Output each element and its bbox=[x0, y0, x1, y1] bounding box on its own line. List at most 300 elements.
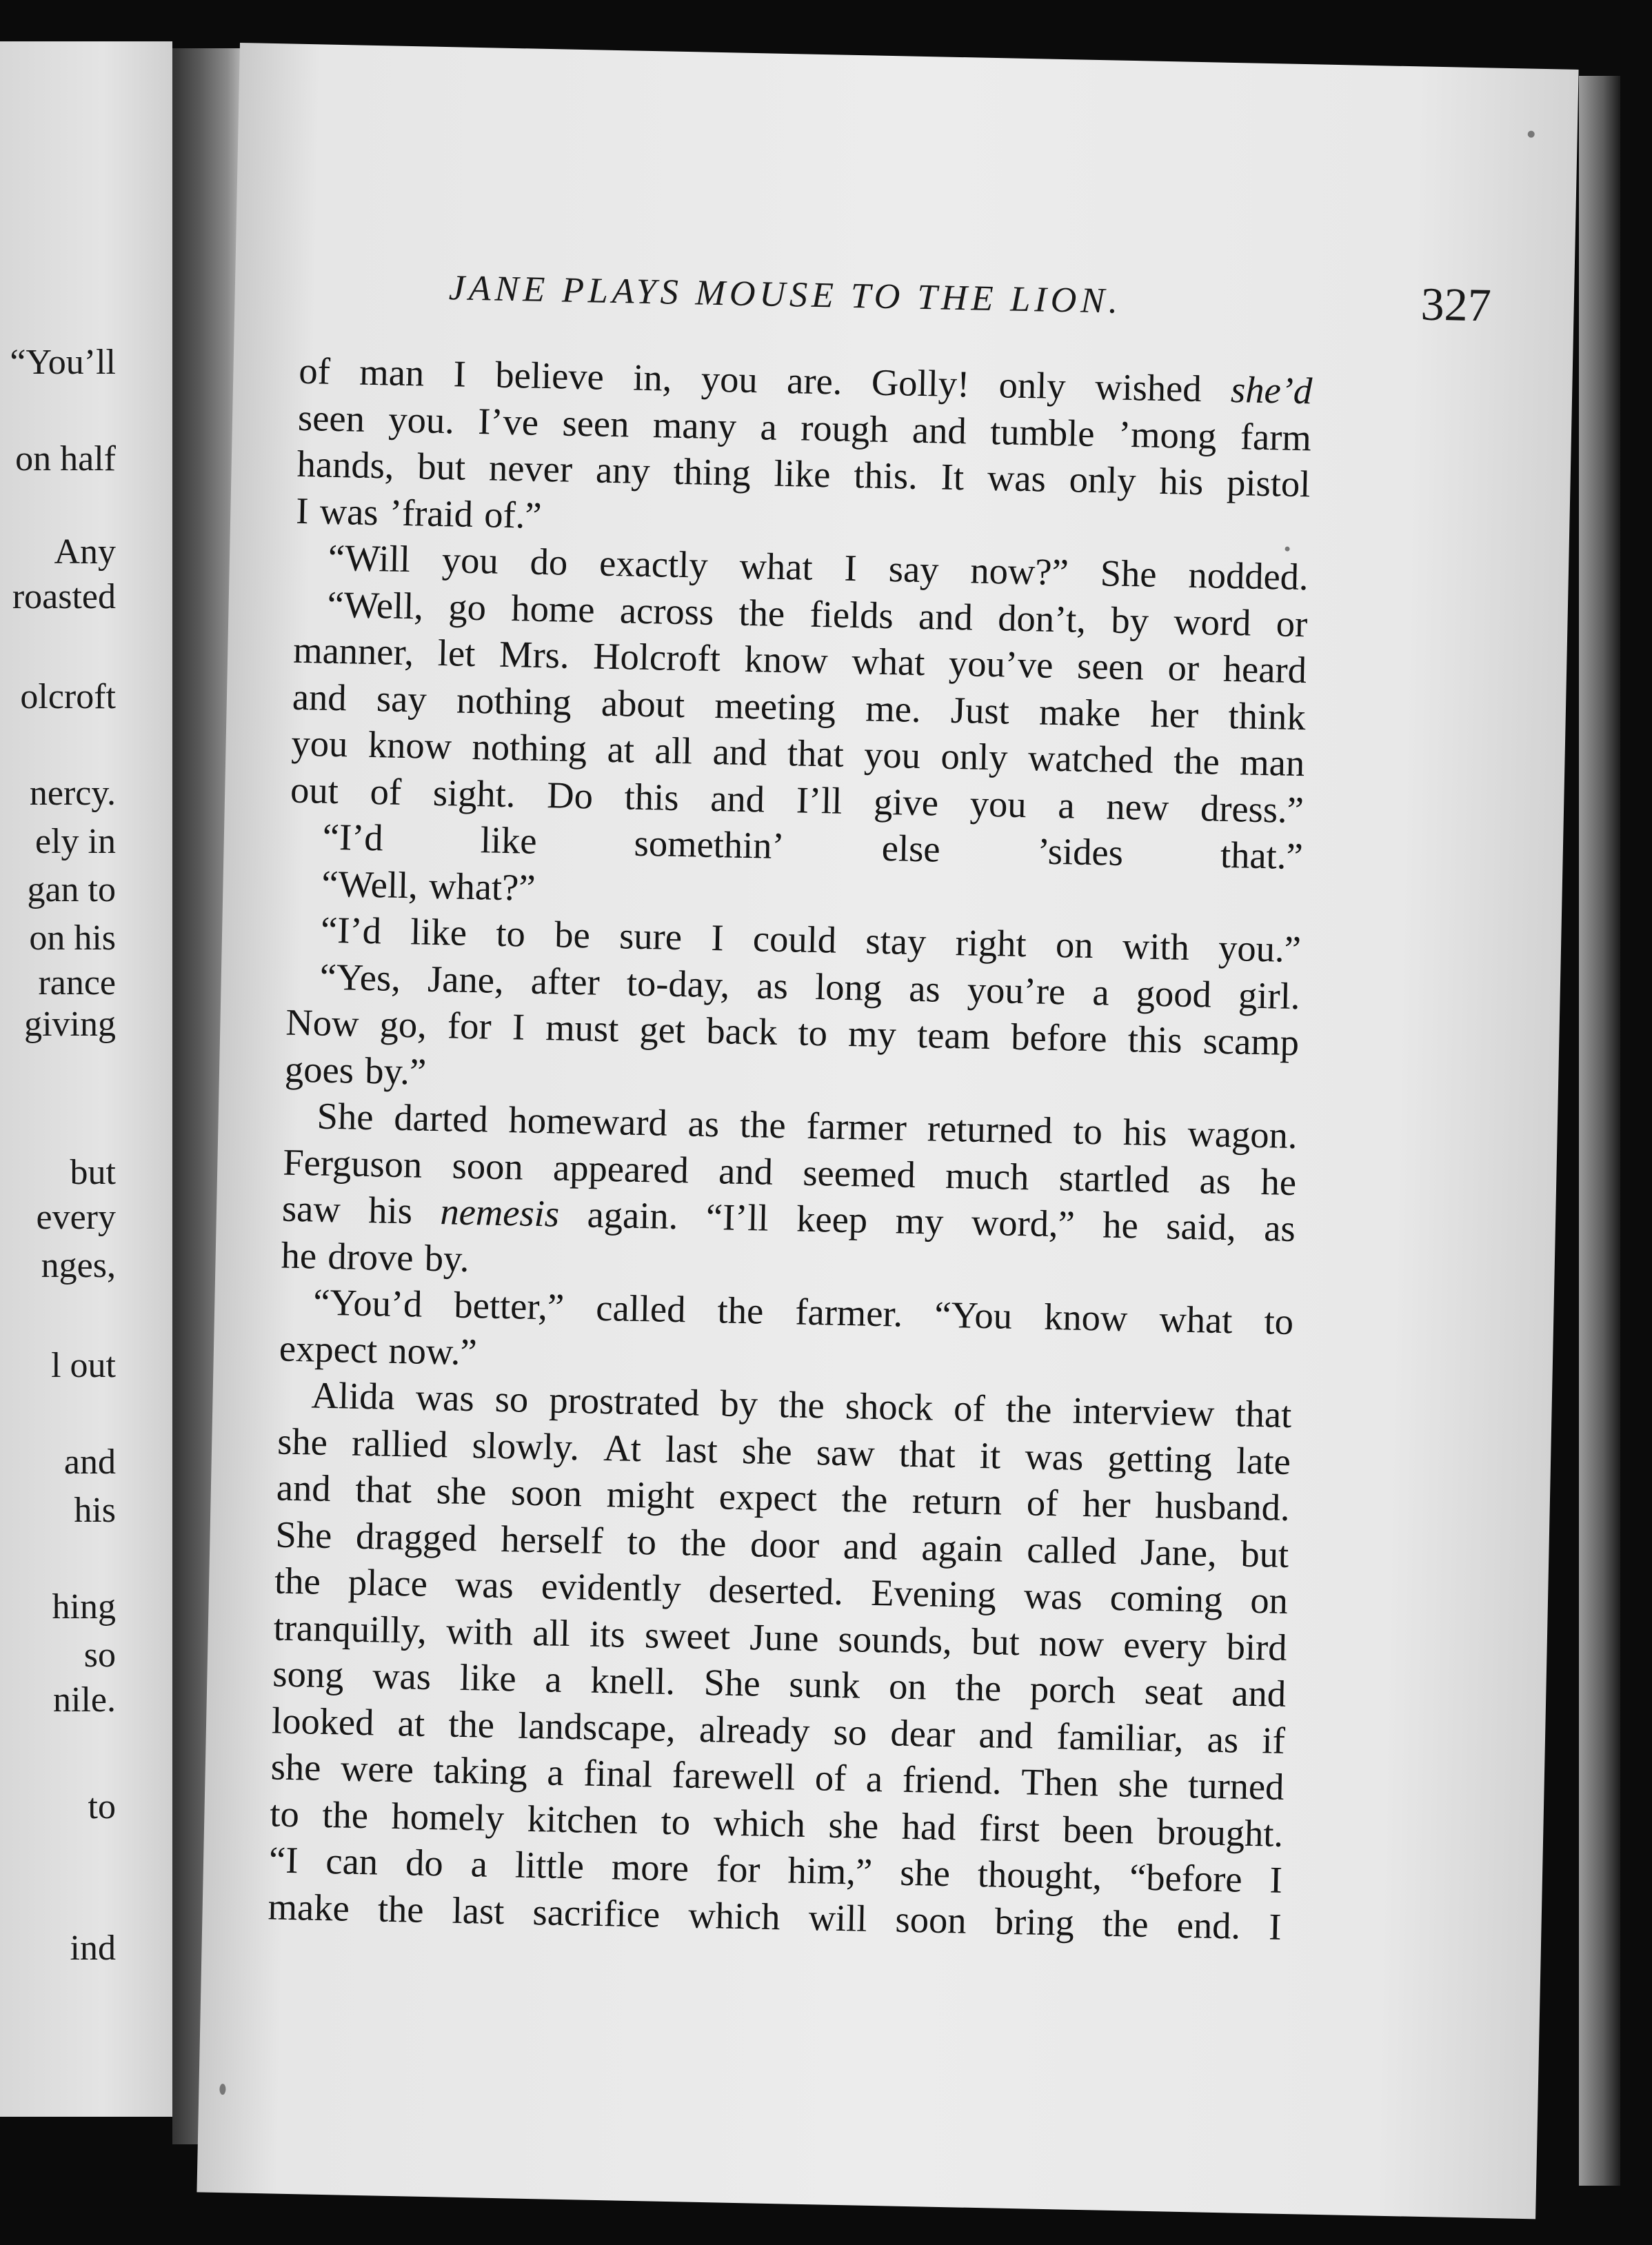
word: sure bbox=[618, 914, 683, 958]
word: farm bbox=[1240, 414, 1312, 459]
word: man bbox=[1239, 741, 1305, 785]
word: in, bbox=[632, 356, 673, 399]
word: heard bbox=[1222, 647, 1307, 692]
word: and bbox=[276, 1466, 332, 1510]
word: to bbox=[1264, 1300, 1294, 1343]
word: again bbox=[920, 1525, 1004, 1570]
word: at bbox=[607, 727, 635, 771]
word: She bbox=[1100, 552, 1158, 595]
word: as bbox=[1207, 1718, 1239, 1761]
word: only bbox=[940, 734, 1009, 778]
word: on bbox=[1249, 1578, 1289, 1622]
word: farmer bbox=[806, 1104, 907, 1149]
word: all bbox=[654, 729, 693, 772]
word: this. bbox=[853, 454, 918, 497]
word: like bbox=[480, 818, 538, 862]
word: brought. bbox=[1156, 1809, 1284, 1855]
word: appeared bbox=[552, 1145, 689, 1191]
word: my bbox=[895, 1199, 944, 1242]
word: first bbox=[978, 1806, 1040, 1850]
word: do bbox=[405, 1841, 444, 1884]
word: now?” bbox=[969, 549, 1069, 594]
word: but bbox=[1240, 1532, 1289, 1575]
word: she’d bbox=[1230, 368, 1313, 412]
word: prostrated bbox=[548, 1378, 700, 1424]
word: a bbox=[470, 1842, 488, 1885]
word: make bbox=[1038, 689, 1121, 734]
word: kitchen bbox=[527, 1797, 638, 1842]
word: homely bbox=[391, 1794, 505, 1839]
word: out bbox=[290, 768, 339, 812]
word: the bbox=[739, 1103, 787, 1147]
word: June bbox=[749, 1615, 820, 1659]
left-page-line: and bbox=[63, 1442, 116, 1482]
word: She bbox=[316, 1094, 374, 1138]
word: now.” bbox=[387, 1329, 478, 1373]
word: place bbox=[347, 1560, 428, 1604]
word: friend. bbox=[902, 1758, 1003, 1802]
word: you bbox=[701, 357, 758, 401]
word: every bbox=[1122, 1622, 1207, 1667]
word: dragged bbox=[355, 1514, 478, 1559]
word: hands, bbox=[296, 442, 395, 487]
word: Jane, bbox=[427, 957, 505, 1001]
word: he bbox=[1260, 1160, 1297, 1203]
word: keep bbox=[796, 1197, 868, 1241]
word: shock bbox=[845, 1385, 934, 1429]
word: know bbox=[744, 637, 829, 682]
word: “I’d bbox=[322, 815, 384, 859]
word: the bbox=[717, 1289, 764, 1332]
word: she bbox=[436, 1469, 487, 1513]
word: I bbox=[1268, 1905, 1282, 1948]
word: good bbox=[1136, 971, 1212, 1016]
word: of bbox=[814, 1756, 847, 1800]
word: of bbox=[370, 769, 402, 813]
word: called bbox=[595, 1286, 687, 1331]
word: wished bbox=[1094, 365, 1202, 410]
word: my bbox=[847, 1012, 897, 1056]
word: soon bbox=[452, 1144, 524, 1188]
left-page-line: roasted bbox=[12, 577, 116, 616]
word: “Well, bbox=[327, 583, 424, 627]
word: Ferguson bbox=[282, 1140, 423, 1186]
word: door bbox=[749, 1522, 820, 1566]
word: to bbox=[495, 912, 526, 955]
word: saw bbox=[281, 1187, 341, 1231]
word: or bbox=[1276, 601, 1308, 645]
word: you. bbox=[387, 397, 455, 441]
word: already bbox=[698, 1707, 811, 1752]
word: she bbox=[827, 1803, 879, 1846]
word: with bbox=[445, 1609, 514, 1653]
word: his bbox=[1122, 1111, 1168, 1154]
word: the bbox=[680, 1520, 727, 1564]
word: I bbox=[512, 1005, 525, 1048]
word: don’t, bbox=[997, 596, 1087, 641]
word: by bbox=[1110, 598, 1149, 642]
word: It bbox=[940, 455, 965, 499]
word: I’ve bbox=[477, 399, 539, 443]
word: sight. bbox=[432, 771, 516, 815]
word: know bbox=[367, 723, 452, 767]
word: At bbox=[603, 1426, 642, 1469]
word: on bbox=[888, 1664, 927, 1708]
word: his bbox=[1159, 459, 1204, 503]
word: song bbox=[272, 1652, 345, 1696]
left-page-line: ely in bbox=[35, 822, 116, 861]
word: to-day, bbox=[626, 961, 730, 1006]
left-page-line: rance bbox=[38, 963, 116, 1003]
word: she bbox=[276, 1420, 328, 1463]
word: Mrs. bbox=[498, 632, 570, 676]
word: final bbox=[583, 1751, 653, 1795]
word: seen bbox=[1076, 644, 1145, 688]
word: return bbox=[911, 1479, 1003, 1523]
word: will bbox=[808, 1895, 868, 1940]
word: was bbox=[987, 456, 1047, 500]
word: last bbox=[665, 1427, 718, 1471]
word: that bbox=[898, 1432, 956, 1476]
word: for bbox=[716, 1847, 761, 1891]
word: soon bbox=[510, 1471, 583, 1515]
word: nemesis bbox=[439, 1190, 560, 1235]
word: you bbox=[441, 538, 499, 582]
word: evidently bbox=[541, 1564, 682, 1610]
word: coming bbox=[1109, 1575, 1223, 1621]
word: and bbox=[712, 729, 768, 774]
word: looked bbox=[271, 1698, 375, 1743]
word: the bbox=[447, 1702, 495, 1746]
word: but bbox=[971, 1620, 1020, 1663]
word: tumble bbox=[989, 410, 1096, 454]
word: might bbox=[606, 1473, 695, 1517]
word: and bbox=[978, 1713, 1034, 1757]
word: new bbox=[1105, 784, 1169, 828]
word: on bbox=[1055, 923, 1094, 967]
word: the bbox=[377, 1887, 425, 1931]
word: she bbox=[741, 1429, 793, 1472]
word: by.” bbox=[364, 1049, 427, 1093]
left-page-line: hing bbox=[52, 1587, 116, 1627]
left-page-line: so bbox=[83, 1635, 116, 1675]
left-page-line: nile. bbox=[53, 1680, 116, 1720]
word: by bbox=[719, 1382, 758, 1425]
word: of bbox=[953, 1387, 986, 1430]
word: expect bbox=[279, 1327, 378, 1371]
word: like bbox=[459, 1655, 517, 1700]
left-page-line: gan to bbox=[27, 870, 116, 909]
word: wagon. bbox=[1187, 1111, 1298, 1157]
word: that bbox=[787, 732, 845, 775]
word: meeting bbox=[714, 683, 836, 729]
word: and bbox=[918, 594, 974, 638]
word: the bbox=[1173, 739, 1220, 783]
word: bird bbox=[1226, 1624, 1288, 1669]
word: of bbox=[298, 349, 331, 392]
word: somethin’ bbox=[634, 821, 785, 867]
word: she bbox=[1118, 1762, 1169, 1806]
word: she bbox=[270, 1745, 322, 1789]
word: what bbox=[1158, 1298, 1233, 1342]
word: which bbox=[687, 1893, 781, 1937]
word: herself bbox=[500, 1517, 604, 1562]
body-text bbox=[268, 348, 1313, 1950]
word: getting bbox=[1107, 1436, 1213, 1481]
word: what?” bbox=[428, 864, 536, 909]
word: word bbox=[1173, 599, 1252, 644]
word: about bbox=[601, 681, 685, 725]
word: say bbox=[888, 547, 940, 591]
word: me. bbox=[865, 686, 922, 730]
word: rallied bbox=[351, 1421, 449, 1465]
word: by. bbox=[424, 1236, 470, 1280]
left-page-line: on half bbox=[15, 439, 116, 479]
word: this bbox=[1127, 1018, 1183, 1061]
word: Evening bbox=[870, 1571, 997, 1616]
word: at bbox=[397, 1701, 425, 1744]
word: her bbox=[1082, 1482, 1131, 1526]
word: the bbox=[1005, 1387, 1053, 1431]
word: like bbox=[774, 452, 832, 496]
word: and bbox=[709, 776, 765, 820]
word: and bbox=[911, 408, 967, 452]
word: a bbox=[865, 1757, 883, 1800]
left-page-line: his bbox=[74, 1491, 116, 1530]
word: thought, bbox=[977, 1853, 1102, 1897]
word: She bbox=[274, 1512, 332, 1556]
left-page-line: olcroft bbox=[20, 677, 116, 716]
word: to bbox=[1072, 1109, 1103, 1153]
word: Just bbox=[950, 688, 1010, 732]
word: deserted. bbox=[708, 1568, 844, 1613]
word: much bbox=[945, 1154, 1029, 1198]
word: nothing bbox=[472, 725, 587, 770]
word: or bbox=[1167, 646, 1200, 689]
word: its bbox=[589, 1612, 626, 1655]
word: go bbox=[447, 585, 487, 628]
word: “You bbox=[934, 1293, 1013, 1337]
word: and bbox=[843, 1524, 898, 1568]
word: interview bbox=[1072, 1389, 1216, 1434]
left-page bbox=[0, 41, 172, 2117]
word: only bbox=[998, 363, 1067, 407]
word: long bbox=[814, 965, 883, 1009]
word: dress.” bbox=[1200, 786, 1305, 831]
word: so bbox=[833, 1710, 867, 1753]
left-page-line: nges, bbox=[41, 1246, 116, 1285]
word: farmer. bbox=[794, 1290, 903, 1335]
word: any bbox=[595, 448, 651, 492]
word: the bbox=[954, 1666, 1002, 1709]
word: landscape, bbox=[517, 1704, 676, 1749]
word: I bbox=[710, 916, 725, 959]
word: I’ll bbox=[796, 778, 843, 822]
word: to bbox=[269, 1791, 300, 1835]
word: again. bbox=[587, 1193, 678, 1238]
word: a bbox=[546, 1751, 565, 1793]
word: as bbox=[1199, 1158, 1231, 1202]
word: are. bbox=[786, 359, 843, 403]
word: better,” bbox=[453, 1283, 565, 1328]
word: “You’d bbox=[312, 1280, 423, 1325]
word: make bbox=[268, 1884, 350, 1929]
word: so bbox=[494, 1377, 529, 1420]
word: “before bbox=[1129, 1855, 1243, 1900]
word: seen bbox=[297, 396, 365, 440]
word: and bbox=[292, 675, 347, 718]
paper-speck bbox=[1528, 131, 1535, 138]
word: manner, bbox=[292, 628, 414, 674]
word: to bbox=[798, 1011, 828, 1054]
word: fields bbox=[809, 592, 894, 636]
word: were bbox=[340, 1746, 414, 1791]
word: girl. bbox=[1238, 973, 1301, 1017]
word: Then bbox=[1020, 1760, 1099, 1804]
word: let bbox=[437, 631, 476, 675]
word: “I bbox=[268, 1838, 299, 1882]
paper-speck bbox=[219, 2084, 225, 2095]
word: could bbox=[752, 917, 837, 961]
word: of.” bbox=[483, 492, 543, 536]
word: think bbox=[1227, 694, 1307, 738]
word: farewell bbox=[672, 1753, 796, 1798]
word: home bbox=[510, 586, 596, 630]
word: more bbox=[611, 1845, 689, 1889]
left-page-line: to bbox=[88, 1787, 116, 1826]
left-page-line: ind bbox=[70, 1929, 116, 1968]
word: word,” bbox=[971, 1200, 1076, 1245]
word: late bbox=[1236, 1438, 1291, 1482]
word: a bbox=[1091, 970, 1110, 1014]
word: taking bbox=[433, 1749, 528, 1793]
word: give bbox=[873, 780, 939, 824]
word: that bbox=[354, 1467, 412, 1511]
word: as bbox=[687, 1102, 720, 1145]
word: Now bbox=[285, 1000, 360, 1045]
word: as bbox=[756, 963, 789, 1007]
word: “Will bbox=[328, 536, 411, 581]
word: soon bbox=[895, 1897, 967, 1942]
word: as bbox=[908, 967, 941, 1010]
word: he bbox=[281, 1234, 317, 1277]
word: the bbox=[1102, 1902, 1149, 1945]
word: after bbox=[530, 959, 601, 1003]
word: to bbox=[626, 1520, 657, 1563]
word: watched bbox=[1027, 736, 1154, 781]
page-edge bbox=[1579, 76, 1620, 2186]
word: you’ve bbox=[948, 641, 1054, 686]
word: turned bbox=[1187, 1764, 1285, 1808]
word: thing bbox=[673, 450, 752, 494]
word: I bbox=[453, 352, 467, 395]
word: ’sides bbox=[1037, 829, 1124, 874]
word: of bbox=[1026, 1481, 1058, 1524]
word: Do bbox=[546, 773, 594, 816]
word: but bbox=[416, 445, 466, 488]
word: scamp bbox=[1202, 1019, 1300, 1064]
word: sweet bbox=[644, 1613, 731, 1658]
word: as bbox=[1263, 1207, 1296, 1250]
word: him,” bbox=[787, 1849, 873, 1893]
word: saw bbox=[816, 1430, 876, 1474]
word: sacrifice bbox=[532, 1890, 661, 1935]
word: what bbox=[851, 639, 926, 684]
word: seat bbox=[1144, 1669, 1204, 1713]
word: and bbox=[1231, 1671, 1287, 1715]
word: ’mong bbox=[1118, 412, 1218, 457]
word: it bbox=[979, 1433, 1001, 1477]
word: porch bbox=[1029, 1667, 1116, 1711]
word: “I’ll bbox=[705, 1195, 769, 1239]
word: nothing bbox=[456, 678, 572, 723]
word: you bbox=[969, 781, 1027, 825]
word: called bbox=[1026, 1527, 1118, 1572]
left-page-line: but bbox=[70, 1153, 116, 1192]
word: stay bbox=[865, 919, 927, 963]
word: you’re bbox=[967, 967, 1066, 1012]
word: homeward bbox=[508, 1098, 668, 1144]
word: a bbox=[760, 405, 778, 448]
running-head: JANE PLAYS MOUSE TO THE LION. bbox=[448, 268, 1122, 321]
word: Golly! bbox=[871, 361, 970, 405]
word: you.” bbox=[1218, 926, 1302, 971]
word: “Well, bbox=[321, 862, 419, 906]
word: do bbox=[530, 540, 568, 583]
word: was bbox=[454, 1562, 514, 1607]
word: else bbox=[881, 826, 941, 870]
word: I bbox=[1269, 1858, 1283, 1901]
word: the bbox=[738, 591, 785, 634]
left-page-line: l out bbox=[51, 1346, 116, 1385]
word: you bbox=[291, 721, 348, 765]
word: “I’d bbox=[320, 908, 382, 952]
word: Alida bbox=[311, 1373, 396, 1418]
word: you bbox=[863, 733, 921, 777]
word: right bbox=[955, 921, 1027, 965]
word: exactly bbox=[598, 541, 709, 586]
word: if bbox=[1261, 1718, 1286, 1762]
word: know bbox=[1043, 1295, 1128, 1340]
word: ’fraid bbox=[389, 490, 474, 535]
word: little bbox=[514, 1843, 585, 1887]
word: husband. bbox=[1154, 1484, 1291, 1529]
word: returned bbox=[927, 1107, 1054, 1151]
word: his bbox=[367, 1189, 413, 1232]
word: I bbox=[844, 546, 858, 590]
word: was bbox=[372, 1654, 432, 1698]
word: goes bbox=[284, 1047, 354, 1091]
word: go, bbox=[379, 1003, 427, 1046]
word: this bbox=[624, 774, 680, 818]
word: he bbox=[1102, 1203, 1139, 1247]
word: man bbox=[359, 350, 425, 394]
word: darted bbox=[393, 1096, 489, 1140]
word: for bbox=[447, 1004, 492, 1047]
word: drove bbox=[327, 1234, 414, 1278]
word: the bbox=[274, 1559, 321, 1602]
word: seemed bbox=[802, 1151, 916, 1196]
word: she bbox=[899, 1851, 951, 1895]
word: only bbox=[1069, 458, 1137, 502]
word: her bbox=[1150, 692, 1199, 736]
word: all bbox=[532, 1611, 571, 1654]
paper-speck bbox=[1285, 547, 1290, 552]
word: say bbox=[376, 676, 427, 721]
word: the bbox=[321, 1793, 369, 1836]
word: many bbox=[652, 403, 737, 447]
word: seen bbox=[562, 401, 630, 445]
